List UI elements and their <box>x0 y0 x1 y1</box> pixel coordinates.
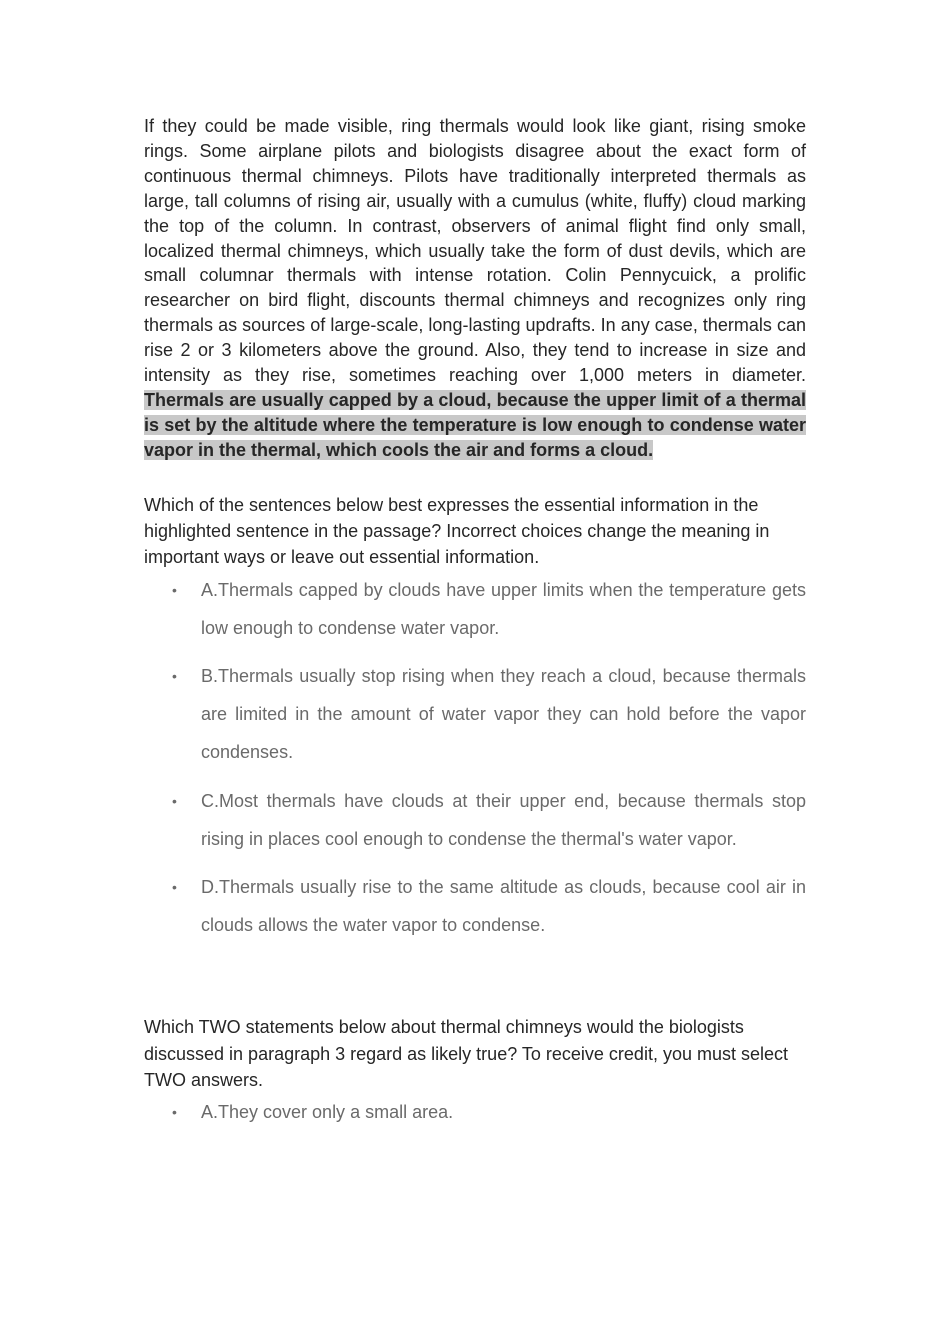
bullet-icon: • <box>172 667 177 684</box>
document-page <box>144 114 806 1142</box>
option-text: D.Thermals usually rise to the same altitude as clouds, because cool air in clouds allows the water vapor to condense. <box>201 877 806 936</box>
question-2-prompt: Which TWO statements below about thermal chimneys would the biologists discussed in paragraph 3 regard as likely true? To receive credit, you must select TWO answers. <box>144 1017 788 1090</box>
option-a[interactable] <box>144 1093 806 1131</box>
option-text: B.Thermals usually stop rising when they reach a cloud, because thermals are limited in the amount of water vapor they can hold before the vapor condenses. <box>201 665 806 763</box>
passage-text: If they could be made visible, ring thermals would look like giant, rising smoke rings. Some airplane pilots and biologists disagree about the exact form of continuous thermal chimneys. Pilots have traditionally interpreted thermals as large, tall columns of rising air, usually with a cumulus (white, fluffy) cloud marking the top of the column. In contrast, observers of animal flight find only small, localized thermal chimneys, which usually take the form of dust devils, which are small columnar thermals with intense rotation. Colin Pennycuick, a prolific researcher on bird flight, discounts thermal chimneys and recognizes only ring thermals as sources of large-scale, long-lasting updrafts. In any case, thermals can rise 2 or 3 kilometers above the ground. Also, they tend to increase in size and intensity as they rise, sometimes reaching over 1,000 meters in diameter. <box>144 116 806 386</box>
reading-passage <box>144 114 806 463</box>
option-text: C.Most thermals have clouds at their upper end, because thermals stop rising in places cool enough to condense the thermal's water vapor. <box>201 790 806 849</box>
option-b[interactable] <box>144 657 806 772</box>
option-d[interactable] <box>144 868 806 944</box>
highlighted-sentence: Thermals are usually capped by a cloud, because the upper limit of a thermal is set by the altitude where the temperature is low enough to condense water vapor in the thermal, which cools the air and forms a cloud. <box>144 389 806 460</box>
question-1-prompt: Which of the sentences below best expresses the essential information in the highlighted sentence in the passage? Incorrect choices change the meaning in important ways or leave out essential information. <box>144 494 770 568</box>
bullet-icon: • <box>172 879 177 895</box>
option-text: A.They cover only a small area. <box>201 1102 454 1123</box>
question-2-options <box>144 1093 806 1131</box>
bullet-icon: • <box>172 792 177 809</box>
bullet-icon: • <box>172 581 177 598</box>
question-1-options <box>144 571 806 945</box>
option-c[interactable] <box>144 782 806 858</box>
bullet-icon: • <box>172 1104 177 1121</box>
option-a[interactable] <box>144 571 806 647</box>
option-text: A.Thermals capped by clouds have upper limits when the temperature gets low enough to condense water vapor. <box>201 579 806 638</box>
